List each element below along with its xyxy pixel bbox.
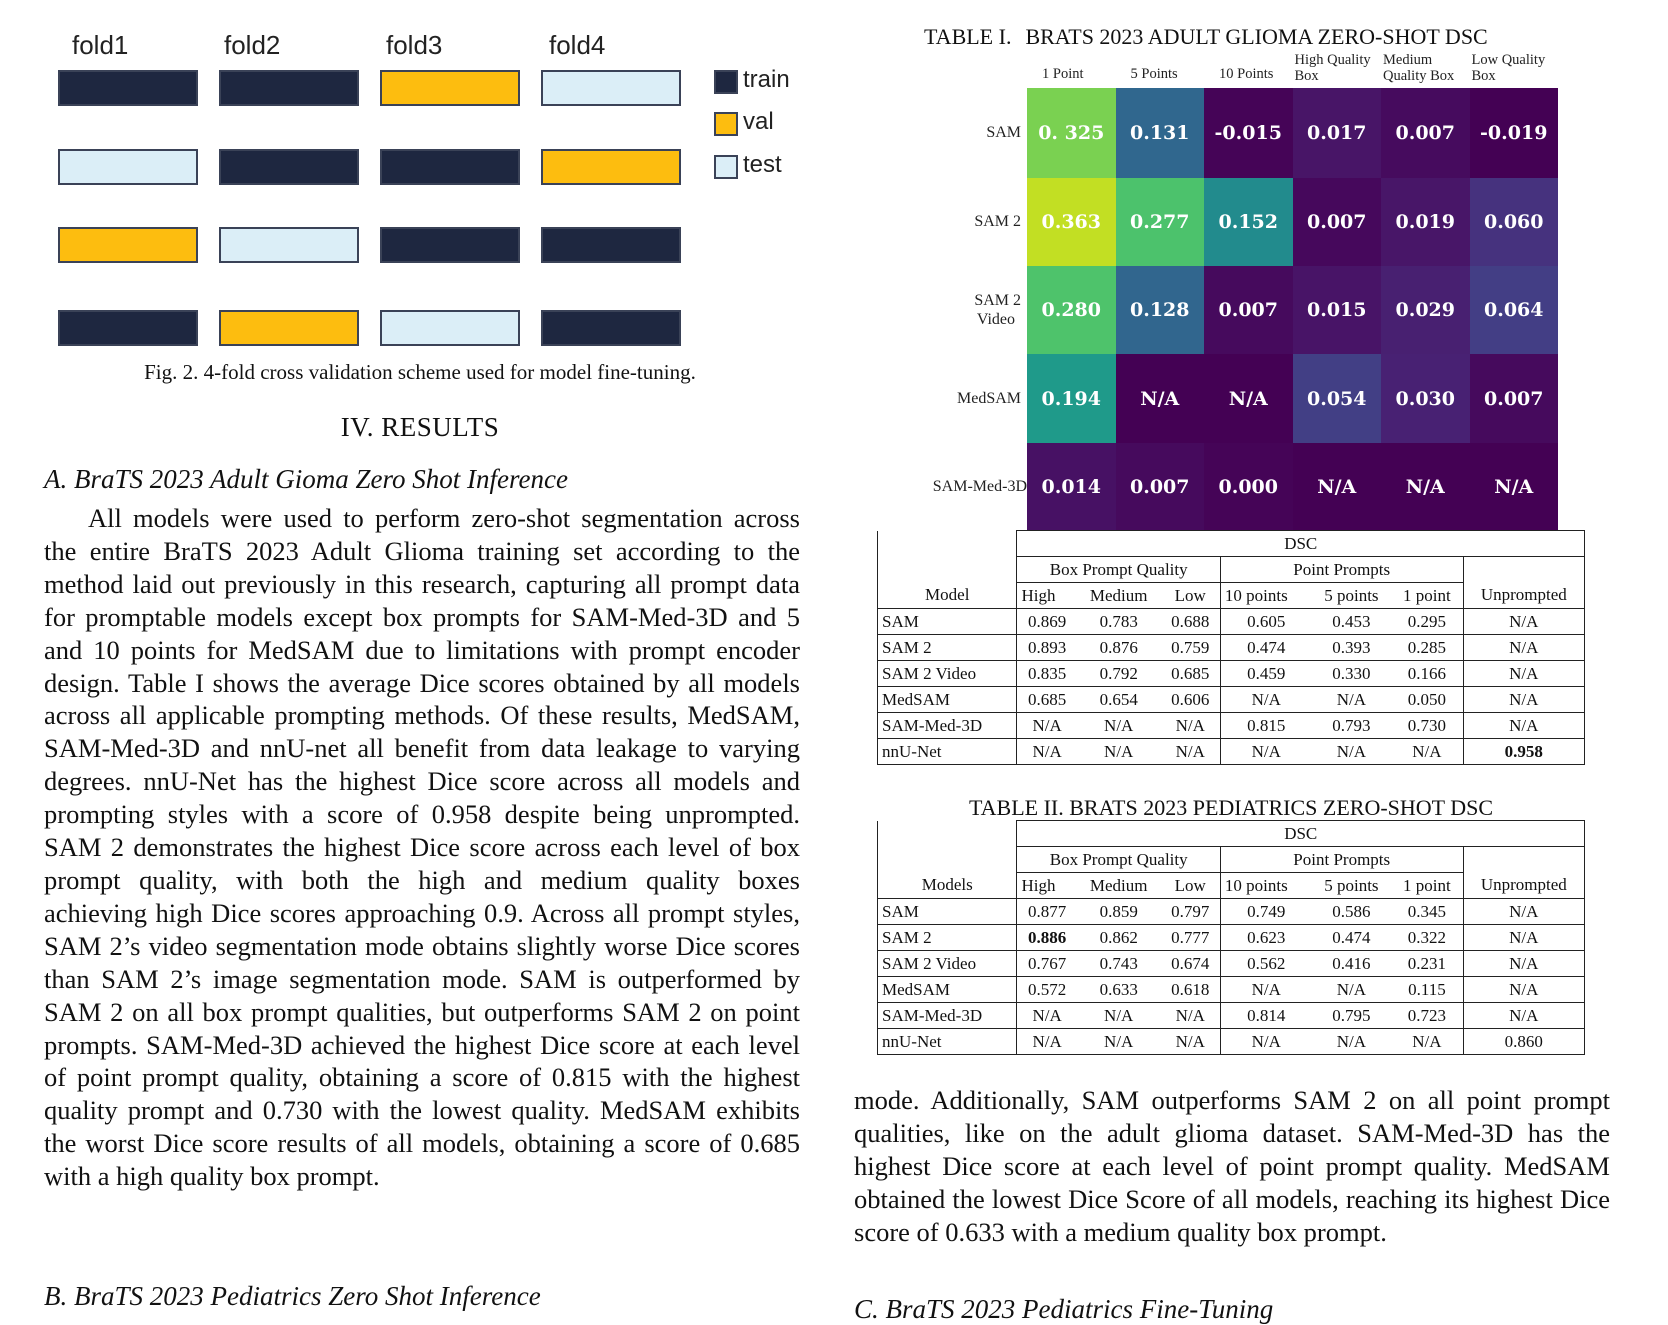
fold-label-4: fold4 xyxy=(549,30,606,60)
table-cell: 0.605 xyxy=(1220,609,1311,635)
table-row xyxy=(878,899,1585,925)
table-cell: 0.792 xyxy=(1077,661,1161,687)
table-group-header-dsc: DSC xyxy=(1017,531,1585,557)
table-cell: N/A xyxy=(1463,635,1584,661)
heatmap-row-label: SAM xyxy=(986,124,1021,141)
table-cell: 0.459 xyxy=(1220,661,1311,687)
table-cell: N/A xyxy=(1463,925,1584,951)
table-header-row xyxy=(878,557,1585,583)
heatmap-cell: 0.280 xyxy=(1027,266,1116,354)
table-cell: N/A xyxy=(1463,661,1584,687)
heatmap-cell: 0.007 xyxy=(1116,443,1205,531)
fold-cell-test xyxy=(380,310,520,346)
heatmap-cell: 0.007 xyxy=(1381,88,1470,178)
table-model-cell: SAM 2 xyxy=(878,925,1017,951)
table-cell: 0.685 xyxy=(1161,661,1221,687)
heatmap-cell: N/A xyxy=(1204,354,1293,443)
table-cell: 0.474 xyxy=(1312,925,1392,951)
table-col-header: 1 point xyxy=(1391,583,1463,609)
heatmap-cell: 0.128 xyxy=(1116,266,1205,354)
section-title: IV. RESULTS xyxy=(340,412,500,442)
heatmap-cell: 0. 325 xyxy=(1027,88,1116,178)
table-cell: N/A xyxy=(1017,739,1077,765)
table-group-header-points: Point Prompts xyxy=(1220,557,1463,583)
table-col-header: 1 point xyxy=(1391,873,1463,899)
fold-cell-test xyxy=(58,149,198,185)
table-col-header: High xyxy=(1017,873,1077,899)
table-model-cell: SAM 2 xyxy=(878,635,1017,661)
table-cell: 0.886 xyxy=(1017,925,1077,951)
table-cell: 0.586 xyxy=(1312,899,1392,925)
table-cell: 0.453 xyxy=(1312,609,1392,635)
heatmap-cell: 0.030 xyxy=(1381,354,1470,443)
table-cell: 0.654 xyxy=(1077,687,1161,713)
table-corner-cell xyxy=(878,531,1017,557)
heatmap-cell: 0.019 xyxy=(1381,178,1470,266)
legend-label-test: test xyxy=(743,151,782,178)
table-row xyxy=(878,1029,1585,1055)
fold-cell-val xyxy=(380,70,520,106)
table-col-header: High xyxy=(1017,583,1077,609)
table-cell: 0.572 xyxy=(1017,977,1077,1003)
table-cell: 0.322 xyxy=(1391,925,1463,951)
table1-label: TABLE I. xyxy=(924,24,1012,49)
table-cell: N/A xyxy=(1391,739,1463,765)
table-col-header: Low xyxy=(1161,583,1221,609)
heatmap-cell: 0.007 xyxy=(1293,178,1382,266)
table-group-header-box: Box Prompt Quality xyxy=(1017,847,1220,873)
table-cell: 0.685 xyxy=(1017,687,1077,713)
table-cell: N/A xyxy=(1312,977,1392,1003)
heatmap-row-label xyxy=(974,291,1021,329)
table-blank-cell xyxy=(1463,557,1584,583)
heatmap-col-header: 10 Points xyxy=(1219,66,1274,82)
paragraph-right xyxy=(854,1084,1610,1249)
subsection-c-title: C. BraTS 2023 Pediatrics Fine-Tuning xyxy=(854,1294,1274,1324)
table-cell: 0.815 xyxy=(1220,713,1311,739)
table-cell: 0.860 xyxy=(1463,1029,1584,1055)
table-header-row xyxy=(878,873,1585,899)
fold-label-2: fold2 xyxy=(224,30,281,60)
table-col-header: 10 points xyxy=(1220,583,1311,609)
table-cell: 0.166 xyxy=(1391,661,1463,687)
heatmap-cell: 0.029 xyxy=(1381,266,1470,354)
table-cell: 0.869 xyxy=(1017,609,1077,635)
table-cell: 0.345 xyxy=(1391,899,1463,925)
heatmap-cell: -0.015 xyxy=(1204,88,1293,178)
table-header-row xyxy=(878,531,1585,557)
heatmap-cell: 0.054 xyxy=(1293,354,1382,443)
table-cell: 0.285 xyxy=(1391,635,1463,661)
table-cell: 0.795 xyxy=(1312,1003,1392,1029)
table-cell: 0.674 xyxy=(1161,951,1221,977)
heatmap-col-header: 1 Point xyxy=(1042,66,1084,82)
subsection-b-title: B. BraTS 2023 Pediatrics Zero Shot Inference xyxy=(44,1281,541,1311)
table-col-header: Medium xyxy=(1077,873,1161,899)
table-model-header: Model xyxy=(878,583,1017,609)
table-row xyxy=(878,951,1585,977)
heatmap-row-label: MedSAM xyxy=(956,389,1021,407)
table-model-cell: SAM 2 Video xyxy=(878,951,1017,977)
table-row xyxy=(878,635,1585,661)
table-cell: 0.723 xyxy=(1391,1003,1463,1029)
table-model-cell: SAM xyxy=(878,609,1017,635)
heatmap-col-header: High Quality Box xyxy=(1294,52,1371,84)
table-cell: 0.767 xyxy=(1017,951,1077,977)
table-cell: 0.730 xyxy=(1391,713,1463,739)
table-model-cell: SAM-Med-3D xyxy=(878,1003,1017,1029)
heatmap-cell: -0.019 xyxy=(1470,88,1559,178)
table-model-cell: MedSAM xyxy=(878,687,1017,713)
heatmap-cell: N/A xyxy=(1470,443,1559,531)
table-row xyxy=(878,661,1585,687)
heatmap-cell: 0.007 xyxy=(1470,354,1559,443)
heatmap-cell: 0.064 xyxy=(1470,266,1559,354)
table-cell: N/A xyxy=(1463,1003,1584,1029)
table-cell: 0.835 xyxy=(1017,661,1077,687)
paragraph-right-text: mode. Additionally, SAM outperforms SAM 2 on all point prompt qualities, like on the adult glioma dataset. SAM-Med-3D has the highest Dice score at each level of point prompt quality. MedSAM obtained the lowest Dice Score of all models, reaching its highest Dice score of 0.633 with a medium quality box prompt. xyxy=(854,1085,1610,1247)
table-cell: N/A xyxy=(1161,739,1221,765)
table-cell: N/A xyxy=(1220,1029,1311,1055)
table2-results-table xyxy=(877,820,1585,1055)
table-corner-cell xyxy=(878,847,1017,873)
fold-cell-train xyxy=(541,310,681,346)
table1-results-table xyxy=(877,530,1585,765)
table-cell: N/A xyxy=(1463,951,1584,977)
heatmap-cell: 0.007 xyxy=(1204,266,1293,354)
table-cell: 0.749 xyxy=(1220,899,1311,925)
fold-cell-test xyxy=(219,227,359,263)
fold-cell-train xyxy=(380,227,520,263)
table-cell: 0.474 xyxy=(1220,635,1311,661)
table-model-cell: nnU-Net xyxy=(878,739,1017,765)
table-cell: 0.893 xyxy=(1017,635,1077,661)
table-cell: N/A xyxy=(1161,1003,1221,1029)
table1-title xyxy=(900,24,1668,50)
paragraph-a-text: All models were used to perform zero-shot segmentation across the entire BraTS 2023 Adult Glioma training set according to the method laid out previously in this research, capturing all prompt data for promptable models except box prompts for SAM-Med-3D and 5 and 10 points for MedSAM due to limitations with prompt encoder design. Table I shows the average Dice scores obtained by all models across all applicable prompting methods. Of these results, MedSAM, SAM-Med-3D and nnU-net all benefit from data leakage to varying degrees. nnU-Net has the highest Dice score across all models and prompting styles with a score of 0.958 despite being unprompted. SAM 2 demonstrates the highest Dice score across each level of box prompt quality, with both the high and medium quality boxes achieving high Dice scores approaching 0.9. Across all prompt styles, SAM 2’s video segmentation mode obtains slightly worse Dice scores than SAM 2’s image segmentation mode. SAM is outperformed by SAM 2 on all box prompt qualities, but outperforms SAM 2 on point prompts. SAM-Med-3D achieved the highest Dice score at each level of point prompt quality, obtaining a score of 0.815 with the highest quality prompt and 0.730 with the lowest quality. MedSAM exhibits the worst Dice score results of all models, obtaining a score of 0.685 with a high quality box prompt. xyxy=(44,503,800,1192)
table-row xyxy=(878,687,1585,713)
table-corner-cell xyxy=(878,821,1017,847)
table-cell: N/A xyxy=(1312,739,1392,765)
legend-label-val: val xyxy=(743,108,774,135)
table-header-row xyxy=(878,821,1585,847)
legend-swatch-val xyxy=(714,112,738,136)
table-cell: 0.115 xyxy=(1391,977,1463,1003)
heatmap-cell: 0.277 xyxy=(1116,178,1205,266)
fold-cell-train xyxy=(541,227,681,263)
table-col-header: 5 points xyxy=(1312,873,1392,899)
table-cell: N/A xyxy=(1017,713,1077,739)
fold-cell-val xyxy=(541,149,681,185)
heatmap-col-header: Medium Quality Box xyxy=(1383,52,1455,84)
table-cell: N/A xyxy=(1391,1029,1463,1055)
table-cell: N/A xyxy=(1220,739,1311,765)
table-cell: 0.295 xyxy=(1391,609,1463,635)
heatmap-cell: 0.152 xyxy=(1204,178,1293,266)
table-cell: 0.777 xyxy=(1161,925,1221,951)
table2-title: TABLE II. BRATS 2023 PEDIATRICS ZERO-SHOT DSC xyxy=(968,795,1494,820)
table-cell: N/A xyxy=(1220,687,1311,713)
table-cell: N/A xyxy=(1312,1029,1392,1055)
table-cell: 0.633 xyxy=(1077,977,1161,1003)
fold-label-3: fold3 xyxy=(386,30,443,60)
heatmap-row-label: SAM 2 xyxy=(974,213,1021,230)
heatmap-row-label: SAM-Med-3D xyxy=(932,478,1027,495)
table-cell: 0.330 xyxy=(1312,661,1392,687)
table-group-header-dsc: DSC xyxy=(1017,821,1585,847)
table-cell: 0.862 xyxy=(1077,925,1161,951)
table-cell: N/A xyxy=(1463,609,1584,635)
heatmap-cell: 0.015 xyxy=(1293,266,1382,354)
table-cell: 0.623 xyxy=(1220,925,1311,951)
table-col-header: Unprompted xyxy=(1463,873,1584,899)
table-cell: N/A xyxy=(1161,713,1221,739)
table-row xyxy=(878,713,1585,739)
table-group-header-points: Point Prompts xyxy=(1220,847,1463,873)
table-cell: 0.876 xyxy=(1077,635,1161,661)
table-cell: N/A xyxy=(1463,713,1584,739)
table-cell: 0.688 xyxy=(1161,609,1221,635)
heatmap-cell: 0.131 xyxy=(1116,88,1205,178)
fold-cell-test xyxy=(541,70,681,106)
fold-cell-train xyxy=(219,70,359,106)
heatmap-cell: N/A xyxy=(1116,354,1205,443)
fold-cell-train xyxy=(58,70,198,106)
table-corner-cell xyxy=(878,557,1017,583)
table-row xyxy=(878,739,1585,765)
table-cell: 0.783 xyxy=(1077,609,1161,635)
table-model-cell: SAM 2 Video xyxy=(878,661,1017,687)
table-cell: N/A xyxy=(1463,687,1584,713)
table-cell: N/A xyxy=(1312,687,1392,713)
table-col-header: Low xyxy=(1161,873,1221,899)
heatmap-col-header: 5 Points xyxy=(1130,66,1178,82)
table-cell: 0.606 xyxy=(1161,687,1221,713)
table-cell: N/A xyxy=(1220,977,1311,1003)
table-model-cell: MedSAM xyxy=(878,977,1017,1003)
table-cell: N/A xyxy=(1161,1029,1221,1055)
table-model-cell: SAM xyxy=(878,899,1017,925)
table-col-header: 10 points xyxy=(1220,873,1311,899)
table-header-row xyxy=(878,583,1585,609)
paragraph-a xyxy=(44,502,800,1193)
fold-cell-train xyxy=(219,149,359,185)
legend-label-train: train xyxy=(743,66,790,93)
table-cell: N/A xyxy=(1077,1029,1161,1055)
table-model-cell: nnU-Net xyxy=(878,1029,1017,1055)
fold-cell-val xyxy=(58,227,198,263)
heatmap-cell: 0.363 xyxy=(1027,178,1116,266)
table-cell: N/A xyxy=(1017,1029,1077,1055)
table-cell: 0.743 xyxy=(1077,951,1161,977)
table-row xyxy=(878,977,1585,1003)
table1-title-text: BRATS 2023 ADULT GLIOMA ZERO-SHOT DSC xyxy=(1025,24,1488,49)
table-col-header: Medium xyxy=(1077,583,1161,609)
table-cell: 0.393 xyxy=(1312,635,1392,661)
table-cell: N/A xyxy=(1077,1003,1161,1029)
fold-cell-val xyxy=(219,310,359,346)
table-cell: N/A xyxy=(1077,713,1161,739)
table-row xyxy=(878,609,1585,635)
table-group-header-box: Box Prompt Quality xyxy=(1017,557,1220,583)
fold-cell-train xyxy=(380,149,520,185)
table-cell: 0.759 xyxy=(1161,635,1221,661)
heatmap-cell: N/A xyxy=(1381,443,1470,531)
table-blank-cell xyxy=(1463,847,1584,873)
table-col-header: Unprompted xyxy=(1463,583,1584,609)
table-cell: 0.877 xyxy=(1017,899,1077,925)
heatmap-cell: 0.000 xyxy=(1204,443,1293,531)
legend-swatch-train xyxy=(714,70,738,94)
table-cell: 0.618 xyxy=(1161,977,1221,1003)
figure-caption: Fig. 2. 4-fold cross validation scheme used for model fine-tuning. xyxy=(144,360,696,384)
table-cell: 0.793 xyxy=(1312,713,1392,739)
table-model-cell: SAM-Med-3D xyxy=(878,713,1017,739)
legend-swatch-test xyxy=(714,155,738,179)
table-cell: 0.416 xyxy=(1312,951,1392,977)
table-cell: 0.859 xyxy=(1077,899,1161,925)
table-cell: 0.050 xyxy=(1391,687,1463,713)
heatmap-cell: N/A xyxy=(1293,443,1382,531)
table-cell: 0.562 xyxy=(1220,951,1311,977)
table-row xyxy=(878,925,1585,951)
heatmap-cell: 0.060 xyxy=(1470,178,1559,266)
table-cell: 0.958 xyxy=(1463,739,1584,765)
heatmap-cell: 0.014 xyxy=(1027,443,1116,531)
heatmap-col-header: Low Quality Box xyxy=(1471,52,1546,84)
fold-label-1: fold1 xyxy=(72,30,129,60)
table-cell: 0.797 xyxy=(1161,899,1221,925)
heatmap-cell: 0.017 xyxy=(1293,88,1382,178)
table-row xyxy=(878,1003,1585,1029)
table-cell: N/A xyxy=(1463,899,1584,925)
heatmap-row-label-line: SAM 2 xyxy=(974,292,1021,309)
table-col-header: 5 points xyxy=(1312,583,1392,609)
subsection-a-title: A. BraTS 2023 Adult Gioma Zero Shot Inference xyxy=(44,464,568,494)
fold-cell-train xyxy=(58,310,198,346)
heatmap-row-label-line: Video xyxy=(976,311,1015,328)
table-cell: 0.231 xyxy=(1391,951,1463,977)
table-header-row xyxy=(878,847,1585,873)
table-cell: N/A xyxy=(1017,1003,1077,1029)
heatmap-cell: 0.194 xyxy=(1027,354,1116,443)
table-cell: N/A xyxy=(1463,977,1584,1003)
table-cell: N/A xyxy=(1077,739,1161,765)
table-cell: 0.814 xyxy=(1220,1003,1311,1029)
table-model-header: Models xyxy=(878,873,1017,899)
